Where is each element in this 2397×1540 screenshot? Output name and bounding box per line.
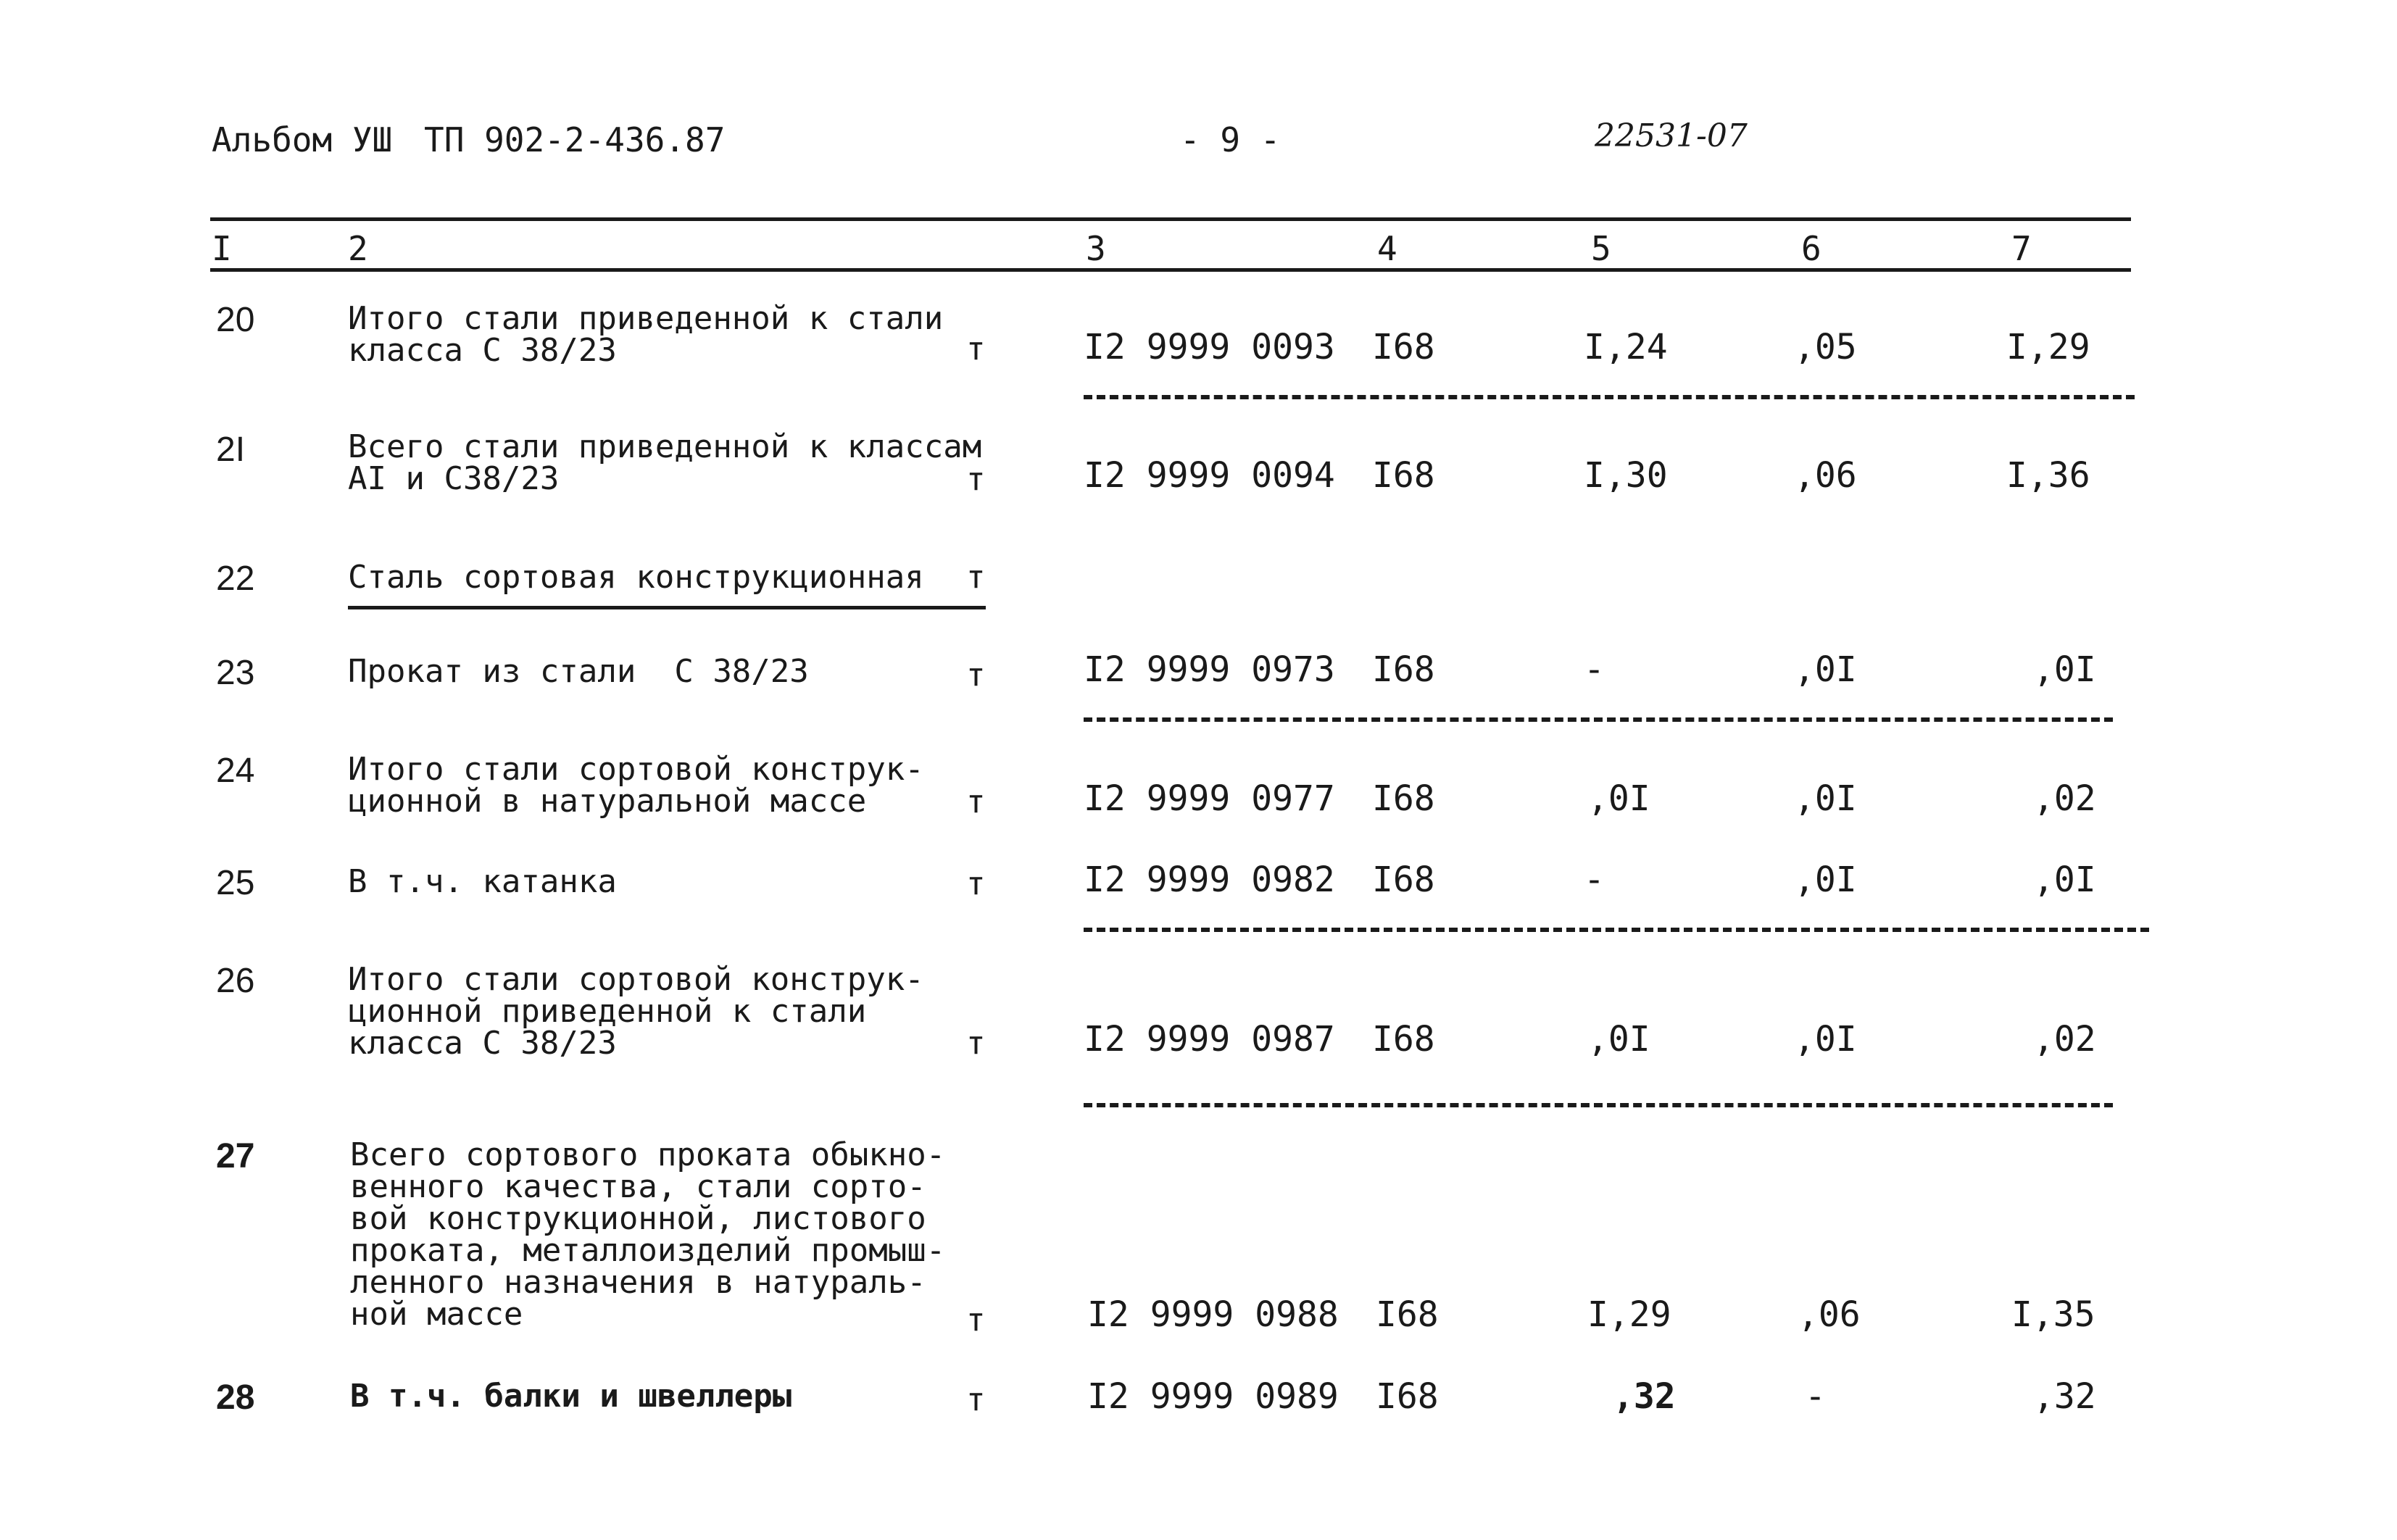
- album-label: Альбом УШ: [212, 120, 393, 159]
- row-code: I2 9999 0982: [1084, 860, 1335, 900]
- row-col4: I68: [1372, 649, 1435, 690]
- row-number: 27: [216, 1137, 255, 1175]
- page-number: - 9 -: [1180, 120, 1281, 159]
- row-col6: ,06: [1794, 455, 1857, 496]
- row-description: В т.ч. балки и швеллеры: [350, 1378, 792, 1415]
- row-unit: т: [966, 783, 986, 820]
- row-description: Всего сортового проката обыкно- венного качества, стали сорто- вой конструкционной, листового проката, металлоизделий промыш- ленного назначения в натураль- ной массе: [350, 1136, 946, 1333]
- row-unit: т: [966, 1025, 986, 1062]
- column-header-3: 3: [1086, 229, 1106, 268]
- dashed-separator: [1084, 928, 2149, 932]
- row-description: Итого стали сортовой конструк- ционной в натуральной массе: [348, 751, 924, 820]
- row-number: 25: [216, 864, 255, 902]
- row-description: Итого стали приведенной к стали класса С 38/23: [348, 300, 944, 369]
- row-col4: I68: [1372, 327, 1435, 367]
- dashed-separator: [1084, 717, 2113, 722]
- row-description: В т.ч. катанка: [348, 863, 617, 900]
- row-col5: -: [1584, 649, 1605, 690]
- column-header-1: I: [212, 229, 232, 268]
- row-col7: ,0I: [2033, 649, 2096, 690]
- row-col7: I,29: [2006, 327, 2090, 367]
- row-code: I2 9999 0973: [1084, 649, 1335, 690]
- row-col7: ,02: [2033, 1019, 2096, 1060]
- row-col4: I68: [1372, 860, 1435, 900]
- row-col4: I68: [1376, 1294, 1439, 1335]
- dashed-separator: [1084, 1103, 2113, 1107]
- row-col6: ,0I: [1794, 649, 1857, 690]
- row-number: 24: [216, 752, 255, 790]
- row-unit: т: [966, 1381, 986, 1418]
- row-code: I2 9999 0987: [1084, 1019, 1335, 1060]
- row-col4: I68: [1372, 1019, 1435, 1060]
- row-description: Сталь сортовая конструкционная: [348, 559, 924, 596]
- row-code: I2 9999 0977: [1084, 778, 1335, 819]
- row-col5: ,32: [1613, 1376, 1676, 1417]
- column-header-2: 2: [348, 229, 368, 268]
- row-col6: ,0I: [1794, 1019, 1857, 1060]
- row-col6: ,06: [1798, 1294, 1861, 1335]
- row-col4: I68: [1376, 1376, 1439, 1417]
- row-code: I2 9999 0989: [1087, 1376, 1339, 1417]
- row-code: I2 9999 0988: [1087, 1294, 1339, 1335]
- row-col6: ,0I: [1794, 778, 1857, 819]
- row-col4: I68: [1372, 455, 1435, 496]
- row-code: I2 9999 0093: [1084, 327, 1335, 367]
- row-col6: ,05: [1794, 327, 1857, 367]
- row-unit: т: [966, 330, 986, 367]
- row-number: 20: [216, 301, 255, 339]
- section-underline: [348, 606, 986, 609]
- table-top-rule: [210, 217, 2131, 221]
- row-code: I2 9999 0094: [1084, 455, 1335, 496]
- row-col7: ,02: [2033, 778, 2096, 819]
- column-header-4: 4: [1377, 229, 1397, 268]
- row-col7: ,32: [2033, 1376, 2096, 1417]
- row-col5: -: [1584, 860, 1605, 900]
- row-col5: I,24: [1584, 327, 1668, 367]
- row-number: 26: [216, 962, 255, 1000]
- document-code: 22531-07: [1595, 117, 1748, 154]
- row-col5: I,29: [1587, 1294, 1671, 1335]
- row-description: Прокат из стали С 38/23: [348, 653, 809, 690]
- row-number: 28: [216, 1378, 255, 1417]
- row-col7: I,36: [2006, 455, 2090, 496]
- row-number: 22: [216, 559, 255, 598]
- column-header-5: 5: [1591, 229, 1611, 268]
- row-unit: т: [966, 865, 986, 902]
- project-number: ТП 902-2-436.87: [424, 120, 726, 159]
- row-col6: ,0I: [1794, 860, 1857, 900]
- column-header-7: 7: [2011, 229, 2032, 268]
- row-unit: т: [966, 461, 986, 498]
- row-col7: I,35: [2011, 1294, 2095, 1335]
- row-number: 23: [216, 654, 255, 692]
- row-unit: т: [966, 559, 986, 596]
- column-header-6: 6: [1801, 229, 1821, 268]
- row-col4: I68: [1372, 778, 1435, 819]
- dashed-separator: [1084, 395, 2135, 399]
- row-description: Всего стали приведенной к классам AI и С38/23: [348, 428, 982, 497]
- row-col5: I,30: [1584, 455, 1668, 496]
- table-header-rule: [210, 268, 2131, 272]
- row-col5: ,0I: [1587, 1019, 1650, 1060]
- row-unit: т: [966, 657, 986, 694]
- row-unit: т: [966, 1302, 986, 1339]
- row-col6: -: [1805, 1376, 1826, 1417]
- row-description: Итого стали сортовой конструк- ционной приведенной к стали класса С 38/23: [348, 961, 924, 1062]
- row-number: 2I: [216, 430, 246, 469]
- row-col7: ,0I: [2033, 860, 2096, 900]
- row-col5: ,0I: [1587, 778, 1650, 819]
